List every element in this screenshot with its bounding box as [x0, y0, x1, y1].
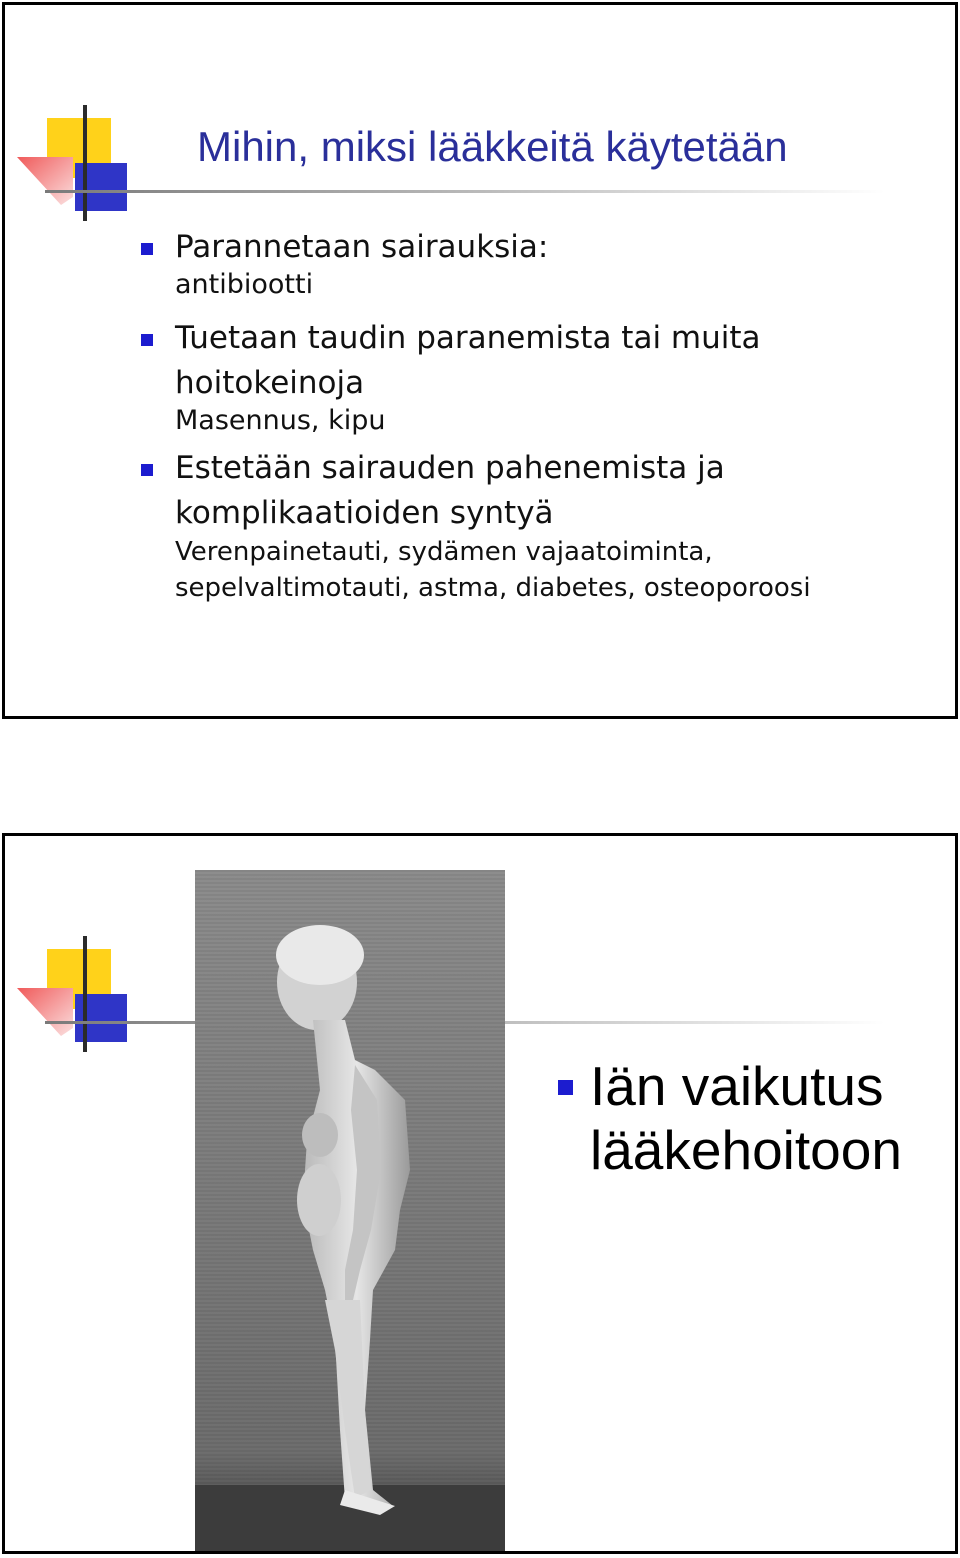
bullet-square-icon: [558, 1080, 573, 1095]
heading-line-1: Iän vaikutus: [590, 1055, 884, 1117]
bullet-square-icon: [141, 243, 153, 255]
bullet-sub-text: Verenpainetauti, sydämen vajaatoiminta, sepelvaltimotauti, astma, diabetes, osteoporoosi: [175, 537, 811, 603]
bullet-sub-text: Masennus, kipu: [175, 405, 386, 436]
slide-heading: [558, 1054, 902, 1182]
heading-line-2: lääkehoitoon: [590, 1119, 902, 1181]
slide-title: Mihin, miksi lääkkeitä käytetään: [197, 123, 788, 170]
bullet-list: [141, 225, 921, 606]
decorative-logo: [5, 5, 205, 225]
decorative-logo: [5, 836, 205, 1066]
elderly-woman-photo: [195, 870, 505, 1554]
slide-1: [2, 2, 958, 719]
bullet-main-text: Tuetaan taudin paranemista tai muita hoitokeinoja: [175, 320, 761, 401]
bullet-item: [141, 316, 825, 440]
bullet-main-text: Estetään sairauden pahenemista ja komplikaatioiden syntyä: [175, 450, 725, 531]
bullet-main-text: Parannetaan sairauksia:: [175, 229, 549, 265]
bullet-item: [141, 446, 865, 606]
bullet-item: [141, 225, 921, 304]
slide-2: [2, 833, 958, 1554]
bullet-sub-text: antibiootti: [175, 269, 314, 300]
bullet-square-icon: [141, 464, 153, 476]
bullet-square-icon: [141, 334, 153, 346]
